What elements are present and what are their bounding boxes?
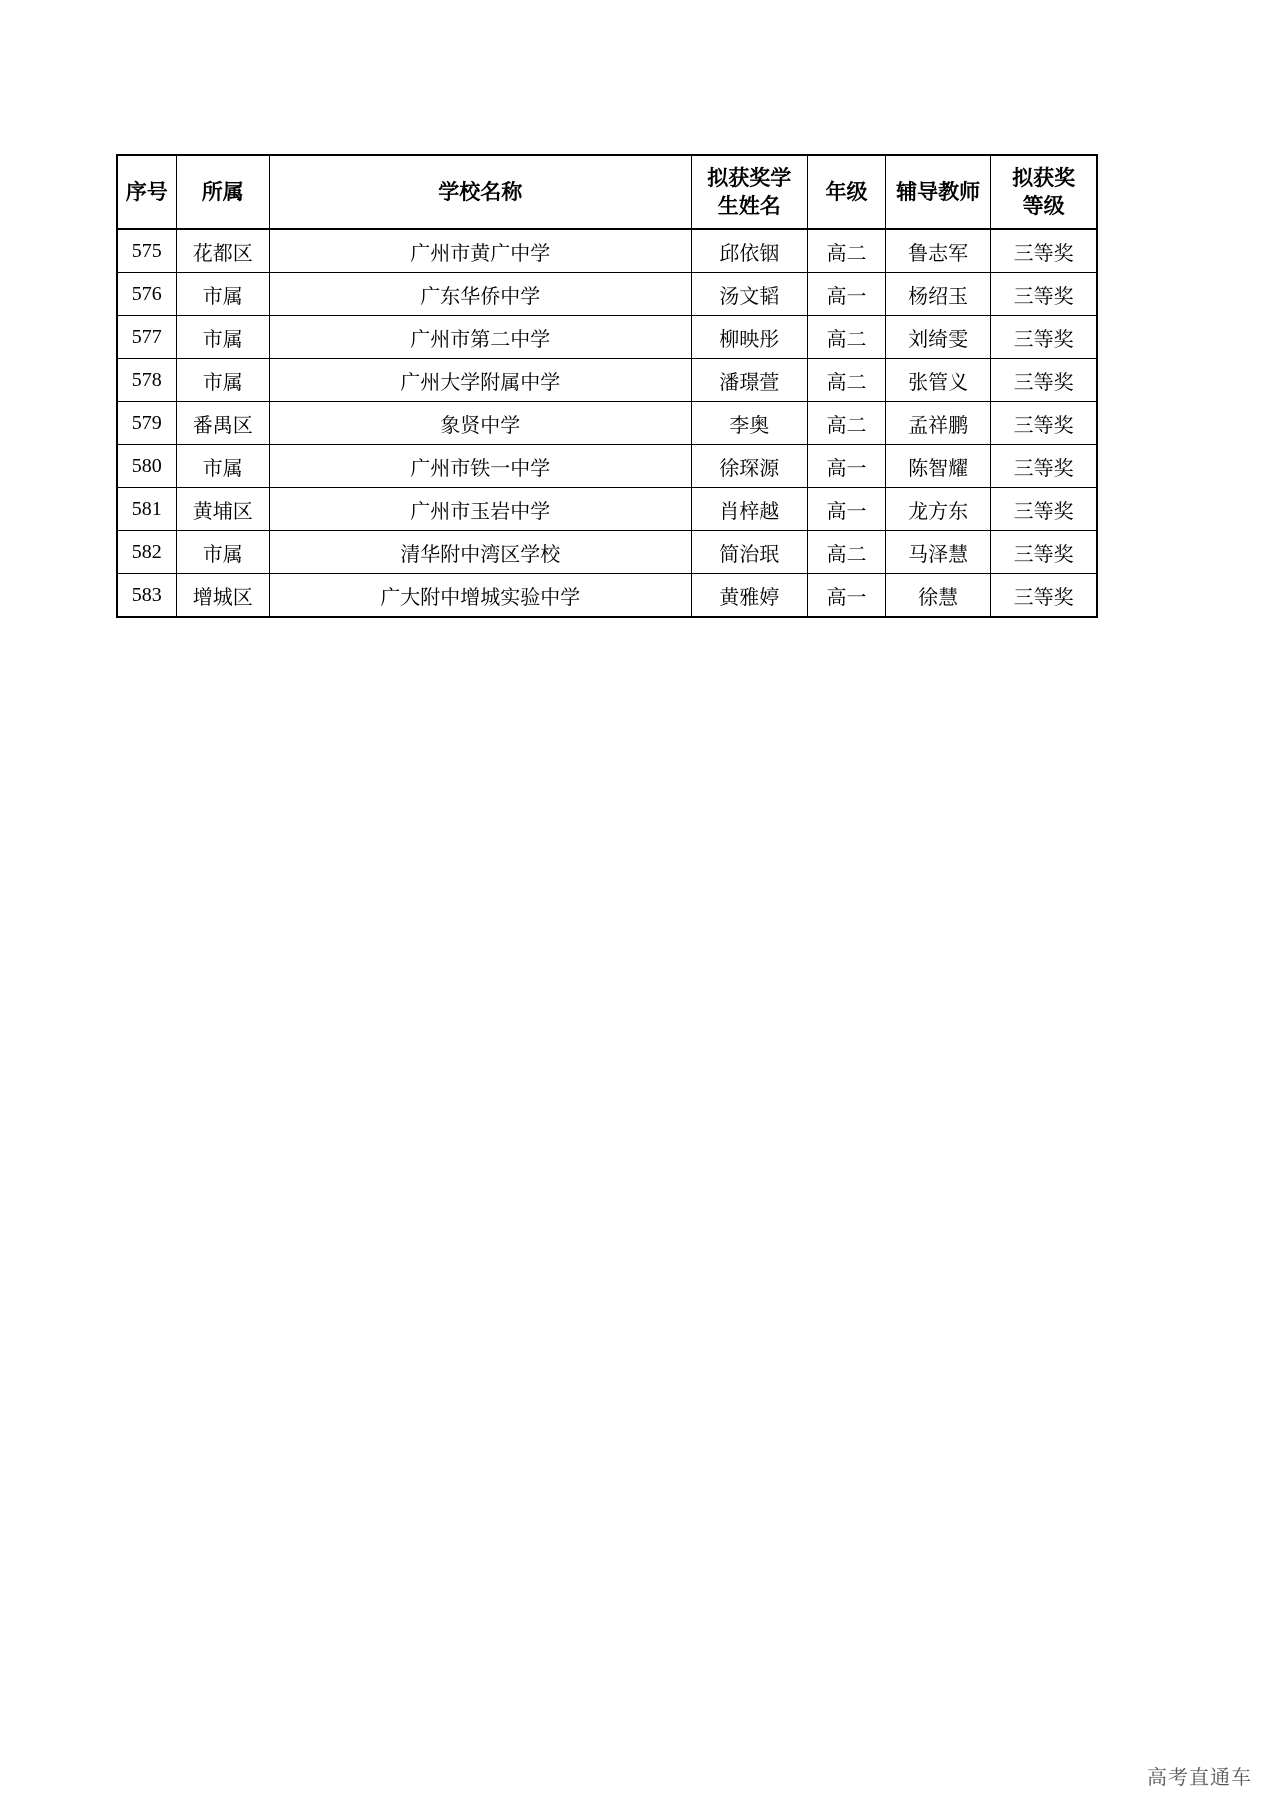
- cell-grade: 高二: [807, 402, 885, 445]
- cell-seq: 578: [117, 359, 176, 402]
- cell-teacher: 杨绍玉: [886, 273, 991, 316]
- table-header-row: [117, 155, 1097, 229]
- cell-district: 市属: [176, 531, 269, 574]
- cell-student: 汤文韬: [691, 273, 807, 316]
- cell-school: 广东华侨中学: [269, 273, 691, 316]
- table-row: [117, 273, 1097, 316]
- cell-student: 肖梓越: [691, 488, 807, 531]
- table-row: [117, 488, 1097, 531]
- cell-seq: 581: [117, 488, 176, 531]
- cell-teacher: 张管义: [886, 359, 991, 402]
- cell-teacher: 鲁志军: [886, 229, 991, 273]
- cell-award: 三等奖: [991, 402, 1097, 445]
- cell-grade: 高二: [807, 359, 885, 402]
- cell-grade: 高二: [807, 229, 885, 273]
- cell-district: 市属: [176, 359, 269, 402]
- cell-seq: 583: [117, 574, 176, 618]
- cell-seq: 576: [117, 273, 176, 316]
- cell-district: 市属: [176, 273, 269, 316]
- cell-teacher: 刘绮雯: [886, 316, 991, 359]
- cell-student: 简治珉: [691, 531, 807, 574]
- header-grade: 年级: [807, 155, 885, 229]
- cell-student: 徐琛源: [691, 445, 807, 488]
- cell-district: 市属: [176, 445, 269, 488]
- cell-district: 市属: [176, 316, 269, 359]
- cell-teacher: 陈智耀: [886, 445, 991, 488]
- cell-seq: 579: [117, 402, 176, 445]
- header-school: 学校名称: [269, 155, 691, 229]
- table-row: [117, 316, 1097, 359]
- cell-school: 广州大学附属中学: [269, 359, 691, 402]
- cell-award: 三等奖: [991, 229, 1097, 273]
- table-row: [117, 574, 1097, 618]
- cell-grade: 高一: [807, 488, 885, 531]
- cell-student: 邱依铟: [691, 229, 807, 273]
- cell-student: 黄雅婷: [691, 574, 807, 618]
- table-row: [117, 402, 1097, 445]
- header-teacher: 辅导教师: [886, 155, 991, 229]
- cell-district: 增城区: [176, 574, 269, 618]
- cell-school: 广州市铁一中学: [269, 445, 691, 488]
- cell-student: 柳映彤: [691, 316, 807, 359]
- cell-student: 潘璟萱: [691, 359, 807, 402]
- cell-grade: 高一: [807, 273, 885, 316]
- table-row: [117, 359, 1097, 402]
- header-seq: 序号: [117, 155, 176, 229]
- cell-grade: 高二: [807, 531, 885, 574]
- cell-school: 广州市黄广中学: [269, 229, 691, 273]
- cell-teacher: 徐慧: [886, 574, 991, 618]
- cell-award: 三等奖: [991, 574, 1097, 618]
- cell-teacher: 龙方东: [886, 488, 991, 531]
- header-district: 所属: [176, 155, 269, 229]
- cell-school: 清华附中湾区学校: [269, 531, 691, 574]
- cell-award: 三等奖: [991, 359, 1097, 402]
- cell-school: 广州市玉岩中学: [269, 488, 691, 531]
- cell-teacher: 马泽慧: [886, 531, 991, 574]
- table-row: [117, 445, 1097, 488]
- cell-teacher: 孟祥鹏: [886, 402, 991, 445]
- cell-seq: 582: [117, 531, 176, 574]
- header-student: 拟获奖学生姓名: [691, 155, 807, 229]
- cell-award: 三等奖: [991, 531, 1097, 574]
- cell-award: 三等奖: [991, 488, 1097, 531]
- cell-grade: 高一: [807, 445, 885, 488]
- cell-district: 花都区: [176, 229, 269, 273]
- cell-district: 番禺区: [176, 402, 269, 445]
- cell-district: 黄埔区: [176, 488, 269, 531]
- cell-award: 三等奖: [991, 273, 1097, 316]
- cell-student: 李奥: [691, 402, 807, 445]
- cell-seq: 580: [117, 445, 176, 488]
- cell-grade: 高一: [807, 574, 885, 618]
- award-list-table: [116, 154, 1098, 618]
- table-row: [117, 531, 1097, 574]
- cell-school: 象贤中学: [269, 402, 691, 445]
- cell-school: 广大附中增城实验中学: [269, 574, 691, 618]
- table-row: [117, 229, 1097, 273]
- cell-seq: 575: [117, 229, 176, 273]
- cell-award: 三等奖: [991, 445, 1097, 488]
- watermark: 高考直通车: [1147, 1765, 1252, 1789]
- cell-grade: 高二: [807, 316, 885, 359]
- cell-seq: 577: [117, 316, 176, 359]
- cell-school: 广州市第二中学: [269, 316, 691, 359]
- header-award: 拟获奖等级: [991, 155, 1097, 229]
- cell-award: 三等奖: [991, 316, 1097, 359]
